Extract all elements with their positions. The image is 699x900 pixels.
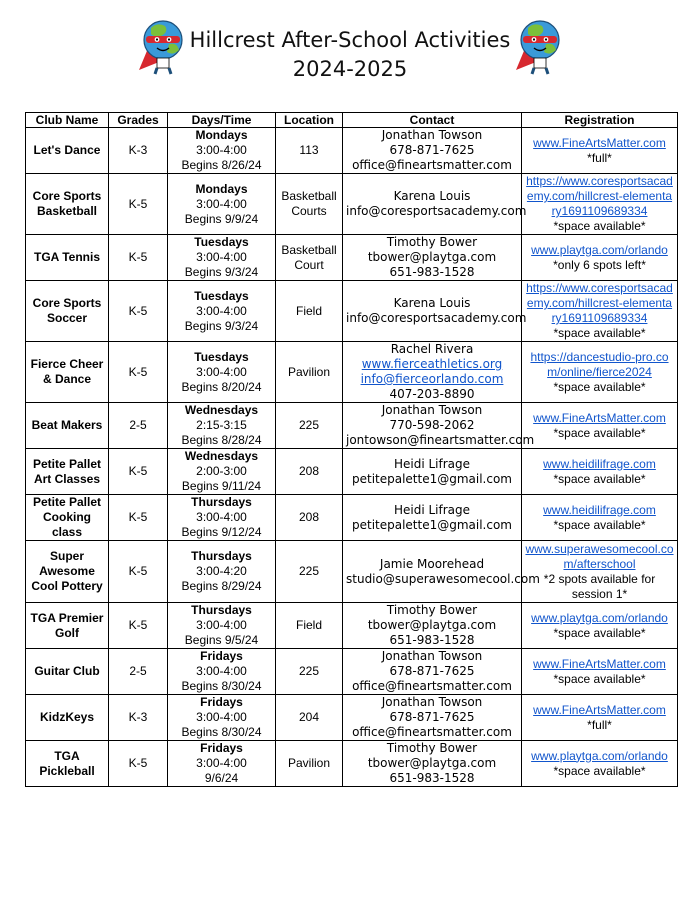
location: 208 bbox=[298, 510, 320, 524]
location: Courts bbox=[291, 204, 327, 218]
club-name-cell bbox=[26, 603, 109, 649]
location-cell bbox=[276, 449, 343, 495]
time-text: Begins 8/30/24 bbox=[181, 725, 262, 739]
location: Basketball bbox=[281, 242, 337, 257]
contact-link[interactable]: www.fierceathletics.org bbox=[361, 357, 503, 371]
grades-cell bbox=[109, 649, 168, 695]
registration-status: *only 6 spots left* bbox=[553, 257, 646, 272]
contact-cell bbox=[343, 449, 522, 495]
contact-text: Timothy Bower bbox=[386, 603, 478, 617]
contact-text: 678-871-7625 bbox=[389, 710, 475, 724]
club-name: Let's Dance bbox=[33, 143, 101, 157]
contact-text: Jonathan Towson bbox=[381, 128, 483, 142]
registration-status: *full* bbox=[587, 717, 612, 732]
registration-status: *space available* bbox=[553, 379, 646, 394]
location-cell bbox=[276, 541, 343, 603]
grades-cell bbox=[109, 128, 168, 174]
club-name-cell bbox=[26, 342, 109, 403]
location-cell bbox=[276, 603, 343, 649]
registration-cell bbox=[522, 741, 678, 787]
time-text: Begins 8/30/24 bbox=[181, 679, 262, 693]
day-label: Thursdays bbox=[191, 549, 252, 563]
contact-text: Karena Louis bbox=[393, 189, 471, 203]
contact-cell bbox=[343, 281, 527, 342]
club-name: Cooking class bbox=[43, 510, 91, 539]
grades-cell bbox=[109, 449, 168, 495]
day-label: Fridays bbox=[200, 649, 243, 663]
contact-text: 678-871-7625 bbox=[389, 143, 475, 157]
time-text: 3:00-4:00 bbox=[196, 303, 247, 318]
column-header: Club Name bbox=[26, 113, 109, 128]
contact-text: 651-983-1528 bbox=[389, 265, 475, 279]
club-name: TGA Premier bbox=[30, 610, 104, 625]
time-text: 3:00-4:00 bbox=[196, 510, 247, 524]
contact-text: studio@superawesomecool.com bbox=[346, 571, 540, 586]
contact-text: 651-983-1528 bbox=[389, 771, 475, 785]
grades: 2-5 bbox=[129, 664, 147, 678]
table-row bbox=[26, 449, 678, 495]
time-text: Begins 8/20/24 bbox=[181, 379, 262, 394]
contact-text: petitepalette1@gmail.com bbox=[351, 517, 512, 532]
club-name: Cool Pottery bbox=[31, 579, 103, 593]
club-name-cell bbox=[26, 541, 109, 603]
table-row bbox=[26, 495, 678, 541]
day-label: Mondays bbox=[195, 181, 248, 196]
location-cell bbox=[276, 174, 343, 235]
column-header: Registration bbox=[522, 113, 678, 128]
day-label: Fridays bbox=[200, 741, 243, 755]
table-header-row bbox=[26, 113, 678, 128]
location: Field bbox=[295, 618, 322, 632]
location: Pavilion bbox=[287, 756, 331, 770]
location: 225 bbox=[298, 664, 320, 678]
grades-cell bbox=[109, 235, 168, 281]
days-time-cell bbox=[168, 449, 276, 495]
registration-status: *2 spots available for session 1* bbox=[543, 571, 656, 601]
grades: 2-5 bbox=[129, 418, 147, 432]
registration-link[interactable]: www.heidilifrage.com bbox=[543, 502, 656, 517]
grades-cell bbox=[109, 342, 168, 403]
contact-text: Heidi Lifrage bbox=[393, 502, 471, 517]
time-text: Begins 9/3/24 bbox=[184, 265, 259, 279]
registration-status: *space available* bbox=[553, 671, 646, 686]
time-text: 3:00-4:00 bbox=[196, 364, 247, 379]
grades-cell bbox=[109, 174, 168, 235]
registration-link[interactable]: www.superawesomecool.com/afterschool bbox=[525, 541, 674, 571]
time-text: 9/6/24 bbox=[204, 771, 239, 785]
table-row bbox=[26, 235, 678, 281]
grades: K-5 bbox=[128, 564, 148, 578]
club-name-cell bbox=[26, 403, 109, 449]
registration-cell bbox=[522, 128, 678, 174]
club-name-cell bbox=[26, 449, 109, 495]
time-text: 3:00-4:00 bbox=[196, 618, 247, 632]
time-text: Begins 8/26/24 bbox=[181, 158, 262, 172]
time-text: 2:15-3:15 bbox=[196, 418, 247, 432]
club-name: Basketball bbox=[36, 204, 98, 218]
contact-cell bbox=[343, 128, 522, 174]
contact-cell bbox=[343, 495, 522, 541]
contact-text: Rachel Rivera bbox=[390, 342, 474, 356]
grades: K-5 bbox=[128, 756, 148, 770]
registration-status: *space available* bbox=[553, 425, 646, 440]
contact-text: office@fineartsmatter.com bbox=[352, 679, 512, 693]
registration-link[interactable]: www.playtga.com/orlando bbox=[531, 748, 668, 763]
club-name-cell bbox=[26, 649, 109, 695]
contact-text: office@fineartsmatter.com bbox=[352, 725, 512, 739]
time-text: 3:00-4:00 bbox=[196, 664, 247, 678]
day-label: Thursdays bbox=[191, 603, 252, 617]
table-row bbox=[26, 128, 678, 174]
registration-status: *space available* bbox=[553, 517, 646, 532]
day-label: Fridays bbox=[200, 695, 243, 709]
location-cell bbox=[276, 281, 343, 342]
registration-link[interactable]: www.FineArtsMatter.com bbox=[533, 656, 666, 671]
contact-text: tbower@playtga.com bbox=[367, 250, 497, 264]
club-name: Super bbox=[49, 549, 84, 563]
column-header: Contact bbox=[343, 113, 522, 128]
club-name-cell bbox=[26, 695, 109, 741]
location: 204 bbox=[298, 710, 320, 724]
club-name: Soccer bbox=[46, 311, 88, 325]
contact-text: Timothy Bower bbox=[386, 235, 478, 249]
contact-text: Jonathan Towson bbox=[381, 403, 483, 417]
registration-status: *space available* bbox=[553, 326, 646, 340]
club-name: Fierce Cheer bbox=[30, 357, 104, 371]
column-header: Grades bbox=[109, 113, 168, 128]
column-header: Days/Time bbox=[168, 113, 276, 128]
table-row bbox=[26, 741, 678, 787]
day-label: Wednesdays bbox=[184, 403, 259, 417]
time-text: 3:00-4:00 bbox=[196, 143, 247, 157]
activities-table bbox=[25, 112, 678, 787]
time-text: 3:00-4:20 bbox=[196, 564, 247, 578]
table-row bbox=[26, 342, 678, 403]
table-row bbox=[26, 281, 678, 342]
contact-cell bbox=[343, 174, 527, 235]
location-cell bbox=[276, 128, 343, 174]
registration-cell bbox=[522, 695, 678, 741]
days-time-cell bbox=[168, 235, 276, 281]
club-name: Core Sports bbox=[32, 189, 102, 203]
registration-link[interactable]: www.playtga.com/orlando bbox=[531, 242, 668, 257]
contact-text: petitepalette1@gmail.com bbox=[351, 471, 512, 486]
days-time-cell bbox=[168, 128, 276, 174]
registration-link[interactable]: https://www.coresportsacademy.com/hillcrest-elementary1691109689334 bbox=[526, 174, 673, 218]
time-text: 3:00-4:00 bbox=[196, 250, 247, 264]
contact-text: info@coresportsacademy.com bbox=[346, 204, 527, 218]
days-time-cell bbox=[168, 281, 276, 342]
club-name-cell bbox=[26, 235, 109, 281]
page-header bbox=[0, 0, 699, 110]
time-text: 3:00-4:00 bbox=[196, 196, 247, 211]
contact-text: 770-598-2062 bbox=[389, 418, 475, 432]
club-name-cell bbox=[26, 174, 109, 235]
registration-cell bbox=[522, 541, 678, 603]
grades-cell bbox=[109, 695, 168, 741]
contact-text: tbower@playtga.com bbox=[367, 618, 497, 632]
grades: K-5 bbox=[128, 364, 148, 379]
location: Pavilion bbox=[287, 364, 331, 379]
registration-status: *space available* bbox=[553, 471, 646, 486]
location: Basketball bbox=[281, 189, 337, 203]
registration-link[interactable]: https://dancestudio-pro.com/online/fierce2024 bbox=[530, 349, 669, 379]
grades: K-5 bbox=[128, 510, 148, 524]
days-time-cell bbox=[168, 495, 276, 541]
contact-cell bbox=[343, 541, 540, 603]
contact-cell bbox=[343, 235, 522, 281]
title-year: 2024-2025 bbox=[292, 57, 408, 81]
time-text: Begins 9/3/24 bbox=[184, 318, 259, 333]
days-time-cell bbox=[168, 541, 276, 603]
club-name-cell bbox=[26, 495, 109, 541]
registration-status: *space available* bbox=[553, 763, 646, 778]
club-name-cell bbox=[26, 128, 109, 174]
contact-text: Jamie Moorehead bbox=[379, 556, 485, 571]
club-name: Petite Pallet bbox=[32, 495, 102, 509]
time-text: 2:00-3:00 bbox=[196, 464, 247, 478]
title-line: Hillcrest After-School Activities bbox=[189, 28, 511, 52]
grades: K-5 bbox=[128, 464, 148, 478]
club-name: TGA Tennis bbox=[34, 250, 100, 264]
grades-cell bbox=[109, 403, 168, 449]
club-name-cell bbox=[26, 741, 109, 787]
contact-cell bbox=[343, 603, 522, 649]
location-cell bbox=[276, 235, 343, 281]
grades-cell bbox=[109, 741, 168, 787]
registration-cell bbox=[522, 174, 678, 235]
club-name: Guitar Club bbox=[34, 664, 100, 678]
registration-status: *space available* bbox=[553, 625, 646, 640]
contact-text: info@coresportsacademy.com bbox=[346, 311, 527, 325]
days-time-cell bbox=[168, 603, 276, 649]
table-row bbox=[26, 174, 678, 235]
contact-text: office@fineartsmatter.com bbox=[352, 158, 512, 172]
registration-cell bbox=[522, 649, 678, 695]
grades-cell bbox=[109, 603, 168, 649]
days-time-cell bbox=[168, 695, 276, 741]
contact-text: 651-983-1528 bbox=[389, 633, 475, 647]
registration-link[interactable]: https://www.coresportsacademy.com/hillcrest-elementary1691109689334 bbox=[526, 281, 673, 325]
club-name: Awesome bbox=[39, 564, 95, 578]
days-time-cell bbox=[168, 342, 276, 403]
club-name: & Dance bbox=[42, 372, 92, 386]
column-header: Location bbox=[276, 113, 343, 128]
day-label: Tuesdays bbox=[194, 288, 249, 303]
grades: K-5 bbox=[128, 303, 148, 318]
grades: K-5 bbox=[128, 196, 148, 211]
table-row bbox=[26, 403, 678, 449]
registration-cell bbox=[522, 403, 678, 449]
registration-cell bbox=[522, 495, 678, 541]
location: 225 bbox=[298, 418, 320, 432]
location: 113 bbox=[299, 143, 319, 157]
table-row bbox=[26, 649, 678, 695]
registration-status: *full* bbox=[587, 150, 612, 165]
time-text: Begins 8/28/24 bbox=[181, 433, 262, 447]
location-cell bbox=[276, 741, 343, 787]
day-label: Tuesdays bbox=[194, 235, 249, 249]
location-cell bbox=[276, 342, 343, 403]
club-name: Golf bbox=[55, 625, 79, 640]
location: Field bbox=[295, 303, 322, 318]
grades: K-5 bbox=[128, 618, 148, 632]
day-label: Tuesdays bbox=[194, 349, 249, 364]
registration-status: *space available* bbox=[553, 219, 646, 233]
day-label: Wednesdays bbox=[184, 449, 259, 463]
contact-cell bbox=[343, 695, 522, 741]
time-text: Begins 9/9/24 bbox=[184, 211, 259, 226]
registration-cell bbox=[522, 449, 678, 495]
club-name: Core Sports bbox=[32, 296, 102, 310]
grades-cell bbox=[109, 281, 168, 342]
time-text: Begins 9/12/24 bbox=[181, 525, 262, 539]
days-time-cell bbox=[168, 174, 276, 235]
location: 208 bbox=[298, 464, 320, 478]
contact-cell bbox=[343, 649, 522, 695]
registration-cell bbox=[522, 342, 678, 403]
contact-link[interactable]: info@fierceorlando.com bbox=[360, 372, 504, 386]
club-name: Pickleball bbox=[39, 763, 95, 778]
registration-link[interactable]: www.FineArtsMatter.com bbox=[533, 135, 666, 150]
contact-text: tbower@playtga.com bbox=[367, 756, 497, 770]
contact-text: Heidi Lifrage bbox=[393, 456, 471, 471]
contact-cell bbox=[343, 342, 522, 403]
contact-text: Jonathan Towson bbox=[381, 695, 483, 709]
contact-text: Timothy Bower bbox=[386, 741, 478, 755]
location-cell bbox=[276, 695, 343, 741]
club-name: Petite Pallet bbox=[32, 456, 102, 471]
club-name: Art Classes bbox=[33, 471, 101, 486]
table-row bbox=[26, 695, 678, 741]
club-name-cell bbox=[26, 281, 109, 342]
time-text: Begins 9/11/24 bbox=[181, 479, 262, 493]
table-row bbox=[26, 541, 678, 603]
grades: K-5 bbox=[128, 250, 148, 264]
contact-text: jontowson@fineartsmatter.com bbox=[346, 433, 535, 447]
registration-cell bbox=[522, 281, 678, 342]
page-title bbox=[150, 26, 550, 84]
time-text: 3:00-4:00 bbox=[196, 756, 247, 770]
contact-text: Karena Louis bbox=[393, 296, 471, 310]
contact-cell bbox=[343, 741, 522, 787]
club-name: Beat Makers bbox=[31, 418, 103, 432]
days-time-cell bbox=[168, 741, 276, 787]
location-cell bbox=[276, 649, 343, 695]
location: Court bbox=[294, 257, 324, 272]
location-cell bbox=[276, 403, 343, 449]
registration-link[interactable]: www.FineArtsMatter.com bbox=[533, 702, 666, 717]
table-row bbox=[26, 603, 678, 649]
days-time-cell bbox=[168, 403, 276, 449]
contact-text: 678-871-7625 bbox=[389, 664, 475, 678]
registration-link[interactable]: www.FineArtsMatter.com bbox=[533, 410, 666, 425]
time-text: Begins 8/29/24 bbox=[181, 579, 262, 593]
grades: K-3 bbox=[128, 710, 148, 724]
day-label: Thursdays bbox=[191, 495, 252, 509]
contact-cell bbox=[343, 403, 535, 449]
registration-cell bbox=[522, 603, 678, 649]
club-name: TGA bbox=[54, 748, 80, 763]
registration-link[interactable]: www.heidilifrage.com bbox=[543, 456, 656, 471]
grades-cell bbox=[109, 541, 168, 603]
day-label: Mondays bbox=[195, 128, 248, 142]
grades: K-3 bbox=[128, 143, 148, 157]
time-text: 3:00-4:00 bbox=[196, 710, 247, 724]
grades-cell bbox=[109, 495, 168, 541]
time-text: Begins 9/5/24 bbox=[184, 633, 259, 647]
registration-link[interactable]: www.playtga.com/orlando bbox=[531, 610, 668, 625]
location-cell bbox=[276, 495, 343, 541]
club-name: KidzKeys bbox=[39, 710, 95, 724]
registration-cell bbox=[522, 235, 678, 281]
days-time-cell bbox=[168, 649, 276, 695]
location: 225 bbox=[298, 564, 320, 578]
contact-text: Jonathan Towson bbox=[381, 649, 483, 663]
contact-text: 407-203-8890 bbox=[389, 387, 475, 401]
